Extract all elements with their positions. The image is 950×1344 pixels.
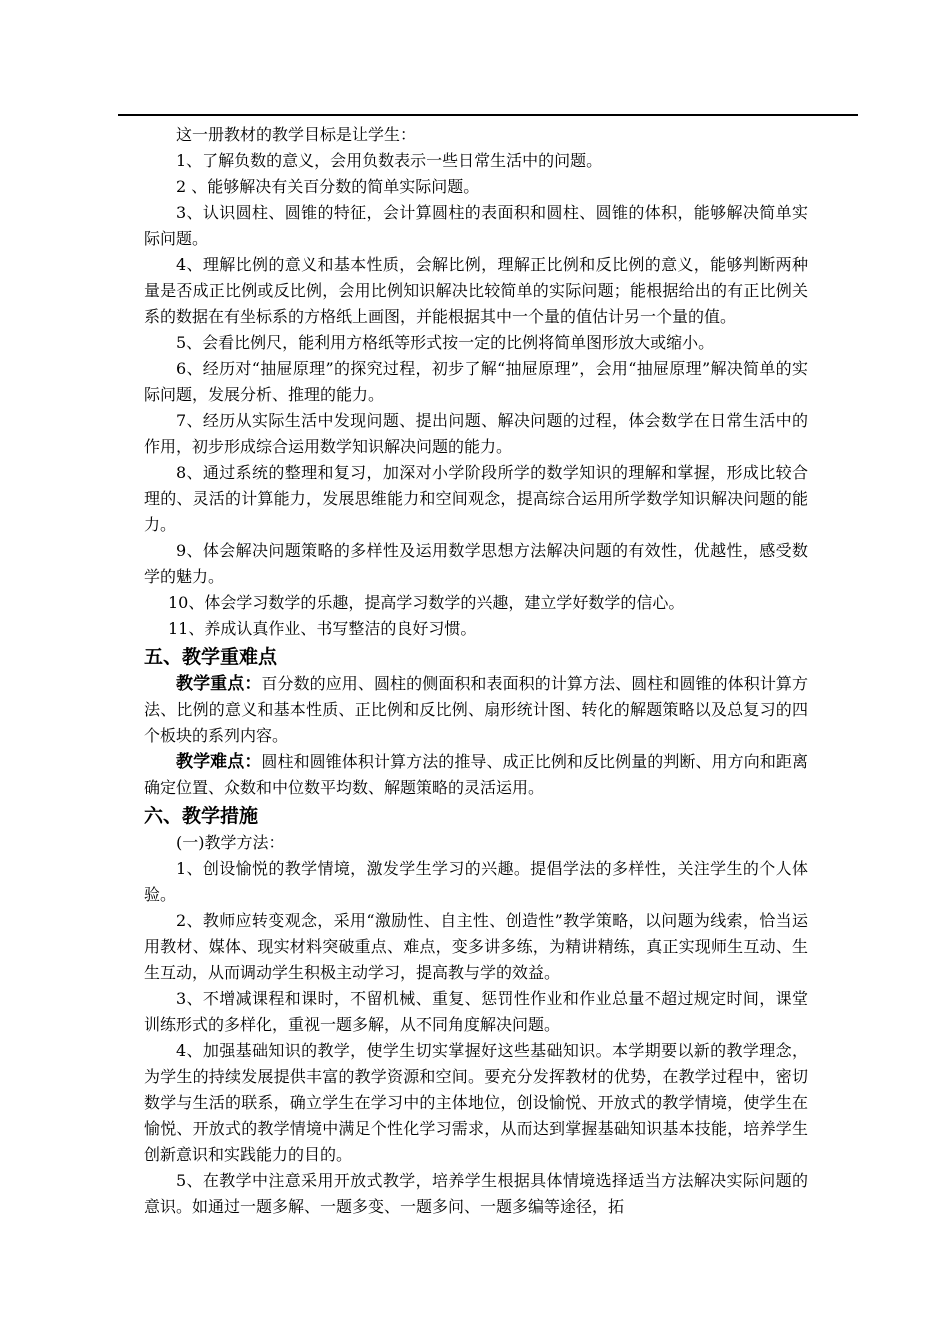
goal-item: 8、通过系统的整理和复习，加深对小学阶段所学的数学知识的理解和掌握，形成比较合理的、灵活的计算能力，发展思维能力和空间观念，提高综合运用所学数学知识解决问题的能力。 bbox=[144, 463, 808, 534]
intro-paragraph: 这一册教材的教学目标是让学生： bbox=[176, 125, 417, 144]
goal-item: 1、了解负数的意义，会用负数表示一些日常生活中的问题。 bbox=[176, 151, 603, 170]
section-heading-measures: 六、教学措施 bbox=[144, 805, 259, 827]
method-item: 3、不增减课程和课时，不留机械、重复、惩罚性作业和作业总量不超过规定时间，课堂训练形式的多样化，重视一题多解，从不同角度解决问题。 bbox=[144, 989, 808, 1034]
method-item: 1、创设愉悦的教学情境，激发学生学习的兴趣。提倡学法的多样性，关注学生的个人体验。 bbox=[144, 859, 808, 904]
header-rule bbox=[118, 114, 858, 116]
difficulty-text: 圆柱和圆锥体积计算方法的推导、成正比例和反比例量的判断、用方向和距离确定位置、众数和中位数平均数、解题策略的灵活运用。 bbox=[144, 752, 808, 797]
method-item: 5、在教学中注意采用开放式教学，培养学生根据具体情境选择适当方法解决实际问题的意识。如通过一题多解、一题多变、一题多问、一题多编等途径，拓 bbox=[144, 1171, 808, 1216]
difficulty-label: 教学难点： bbox=[176, 752, 262, 772]
goal-item: 7、经历从实际生活中发现问题、提出问题、解决问题的过程，体会数学在日常生活中的作用，初步形成综合运用数学知识解决问题的能力。 bbox=[144, 411, 808, 456]
document-body bbox=[144, 122, 808, 1220]
goal-item: 2 、能够解决有关百分数的简单实际问题。 bbox=[176, 177, 480, 196]
difficulty-paragraph bbox=[144, 749, 808, 801]
goal-item: 5、会看比例尺，能利用方格纸等形式按一定的比例将简单图形放大或缩小。 bbox=[176, 333, 715, 352]
goal-item: 9、体会解决问题策略的多样性及运用数学思想方法解决问题的有效性，优越性，感受数学的魅力。 bbox=[144, 541, 808, 586]
key-point-paragraph bbox=[144, 671, 808, 749]
key-point-text: 百分数的应用、圆柱的侧面积和表面积的计算方法、圆柱和圆锥的体积计算方法、比例的意义和基本性质、正比例和反比例、扇形统计图、转化的解题策略以及总复习的四个板块的系列内容。 bbox=[144, 674, 808, 745]
key-point-label: 教学重点： bbox=[176, 674, 262, 694]
subheading-methods: (一)教学方法： bbox=[176, 833, 285, 852]
goal-item: 3、认识圆柱、圆锥的特征，会计算圆柱的表面积和圆柱、圆锥的体积，能够解决简单实际问题。 bbox=[144, 203, 808, 248]
goal-item: 6、经历对“抽屉原理”的探究过程，初步了解“抽屉原理”，会用“抽屉原理”解决简单的实际问题，发展分析、推理的能力。 bbox=[144, 359, 808, 404]
goal-item: 11、养成认真作业、书写整洁的良好习惯。 bbox=[168, 619, 477, 638]
method-item: 4、加强基础知识的教学，使学生切实掌握好这些基础知识。本学期要以新的教学理念，为学生的持续发展提供丰富的教学资源和空间。要充分发挥教材的优势，在教学过程中，密切数学与生活的联系，确立学生在学习中的主体地位，创设愉悦、开放式的教学情境，使学生在愉悦、开放式的教学情境中满足个性化学习需求，从而达到掌握基础知识基本技能，培养学生创新意识和实践能力的目的。 bbox=[144, 1041, 808, 1164]
method-item: 2、教师应转变观念，采用“激励性、自主性、创造性”教学策略，以问题为线索，恰当运用教材、媒体、现实材料突破重点、难点，变多讲多练，为精讲精练，真正实现师生互动、生生互动，从而调动学生积极主动学习，提高教与学的效益。 bbox=[144, 911, 808, 982]
section-heading-key-points: 五、教学重难点 bbox=[144, 646, 278, 668]
goal-item: 4、理解比例的意义和基本性质，会解比例，理解正比例和反比例的意义，能够判断两种量是否成正比例或反比例，会用比例知识解决比较简单的实际问题；能根据给出的有正比例关系的数据在有坐标系的方格纸上画图，并能根据其中一个量的值估计另一个量的值。 bbox=[144, 255, 808, 326]
goal-item: 10、体会学习数学的乐趣，提高学习数学的兴趣，建立学好数学的信心。 bbox=[168, 593, 685, 612]
